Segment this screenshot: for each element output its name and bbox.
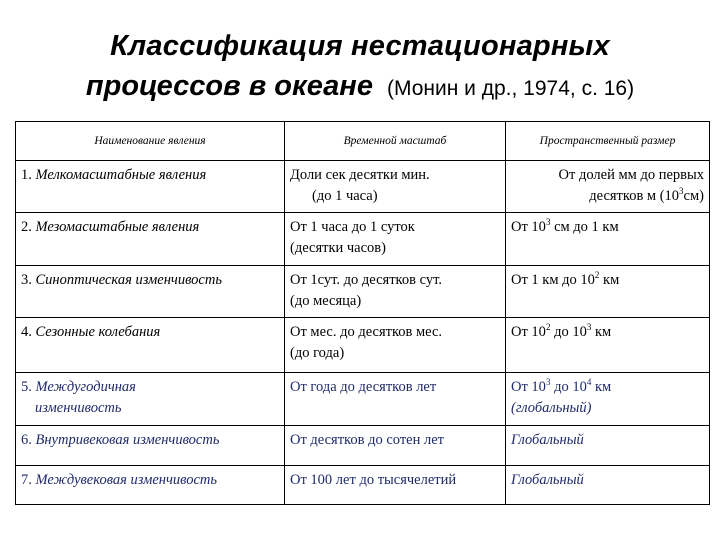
classification-table	[15, 121, 710, 505]
cell-phenomenon	[16, 466, 285, 505]
spatial-size-text: десятков м (10	[589, 188, 680, 204]
title-source-citation: (Монин и др., 1974, с. 16)	[387, 77, 635, 100]
time-scale-line-1: Доли сек десятки мин.	[290, 167, 430, 183]
phenomenon-name: Мезомасштабные явления	[35, 219, 200, 235]
exponent: 3	[679, 186, 684, 196]
cell-spatial-size	[506, 373, 710, 426]
cell-spatial-size	[506, 318, 710, 373]
time-scale-line-2: (до года)	[290, 345, 345, 361]
cell-time-scale	[285, 426, 506, 466]
cell-phenomenon	[16, 318, 285, 373]
title-line-2-main: процессов в океане	[85, 70, 373, 102]
spatial-size-text: км	[599, 272, 620, 288]
title-line-1: Классификация нестационарных	[110, 30, 610, 62]
row-number: 6.	[21, 432, 32, 448]
time-scale-line-2: (до 1 часа)	[312, 188, 378, 204]
phenomenon-name: Междувековая изменчивость	[35, 472, 217, 488]
cell-time-scale	[285, 466, 506, 505]
table-row	[16, 466, 710, 505]
time-scale-line-2: (до месяца)	[290, 293, 362, 309]
phenomenon-name: Внутривековая изменчивость	[35, 432, 220, 448]
exponent: 4	[586, 377, 592, 387]
phenomenon-name: Синоптическая изменчивость	[35, 272, 222, 288]
table-row	[16, 373, 710, 426]
spatial-size-line-1: От долей мм до первых	[558, 167, 704, 183]
spatial-size-text: От 10	[511, 324, 546, 340]
cell-time-scale	[285, 266, 506, 318]
table-row	[16, 426, 710, 466]
cell-phenomenon	[16, 213, 285, 266]
header-phenomenon: Наименование явления	[16, 122, 285, 161]
spatial-size-text: От 10	[511, 219, 546, 235]
phenomenon-name: Междугодичная	[35, 379, 136, 395]
table-row	[16, 213, 710, 266]
table-row	[16, 161, 710, 213]
spatial-size-line-1: Глобальный	[511, 432, 584, 448]
cell-phenomenon	[16, 266, 285, 318]
cell-phenomenon	[16, 373, 285, 426]
exponent: 3	[586, 322, 592, 332]
spatial-size-text: От 10	[511, 379, 546, 395]
spatial-size-text: см до 1 км	[550, 219, 619, 235]
title-line-2	[0, 66, 720, 109]
time-scale-line-1: От десятков до сотен лет	[290, 432, 444, 448]
table-row	[16, 266, 710, 318]
row-number: 7.	[21, 472, 32, 488]
time-scale-line-1: От мес. до десятков мес.	[290, 324, 443, 340]
row-number: 2.	[21, 219, 32, 235]
cell-spatial-size	[506, 213, 710, 266]
cell-spatial-size	[506, 466, 710, 505]
slide-title	[0, 26, 720, 109]
cell-phenomenon	[16, 426, 285, 466]
time-scale-line-1: От 1сут. до десятков сут.	[290, 272, 442, 288]
time-scale-line-1: От 100 лет до тысячелетий	[290, 472, 457, 488]
spatial-size-line-1	[511, 377, 704, 398]
spatial-size-text: до 10	[550, 379, 587, 395]
exponent: 2	[594, 270, 600, 280]
spatial-size-text: км	[591, 379, 612, 395]
cell-spatial-size	[506, 266, 710, 318]
phenomenon-name-line-2: изменчивость	[35, 400, 122, 416]
table-header-row	[16, 122, 710, 161]
cell-spatial-size	[506, 161, 710, 213]
cell-time-scale	[285, 161, 506, 213]
spatial-size-line-2	[511, 186, 704, 207]
row-number: 3.	[21, 272, 32, 288]
time-scale-line-1: От 1 часа до 1 суток	[290, 219, 415, 235]
row-number: 5.	[21, 379, 32, 395]
phenomenon-name: Мелкомасштабные явления	[35, 167, 207, 183]
time-scale-line-1: От года до десятков лет	[290, 379, 437, 395]
spatial-size-text: От 1 км до 10	[511, 272, 595, 288]
header-spatial-size: Пространственный размер	[506, 122, 710, 161]
exponent: 3	[545, 377, 551, 387]
time-scale-line-2: (десятки часов)	[290, 240, 386, 256]
spatial-size-line-1: Глобальный	[511, 472, 584, 488]
cell-time-scale	[285, 213, 506, 266]
spatial-size-text: до 10	[550, 324, 587, 340]
table-row	[16, 318, 710, 373]
row-number: 4.	[21, 324, 32, 340]
spatial-size-text: см)	[683, 188, 704, 204]
cell-spatial-size	[506, 426, 710, 466]
cell-time-scale	[285, 318, 506, 373]
cell-phenomenon	[16, 161, 285, 213]
cell-time-scale	[285, 373, 506, 426]
spatial-size-text: км	[591, 324, 612, 340]
exponent: 2	[545, 322, 551, 332]
row-number: 1.	[21, 167, 32, 183]
phenomenon-name: Сезонные колебания	[35, 324, 161, 340]
header-time-scale: Временной масштаб	[285, 122, 506, 161]
exponent: 3	[545, 217, 551, 227]
spatial-size-line-2: (глобальный)	[511, 400, 592, 416]
